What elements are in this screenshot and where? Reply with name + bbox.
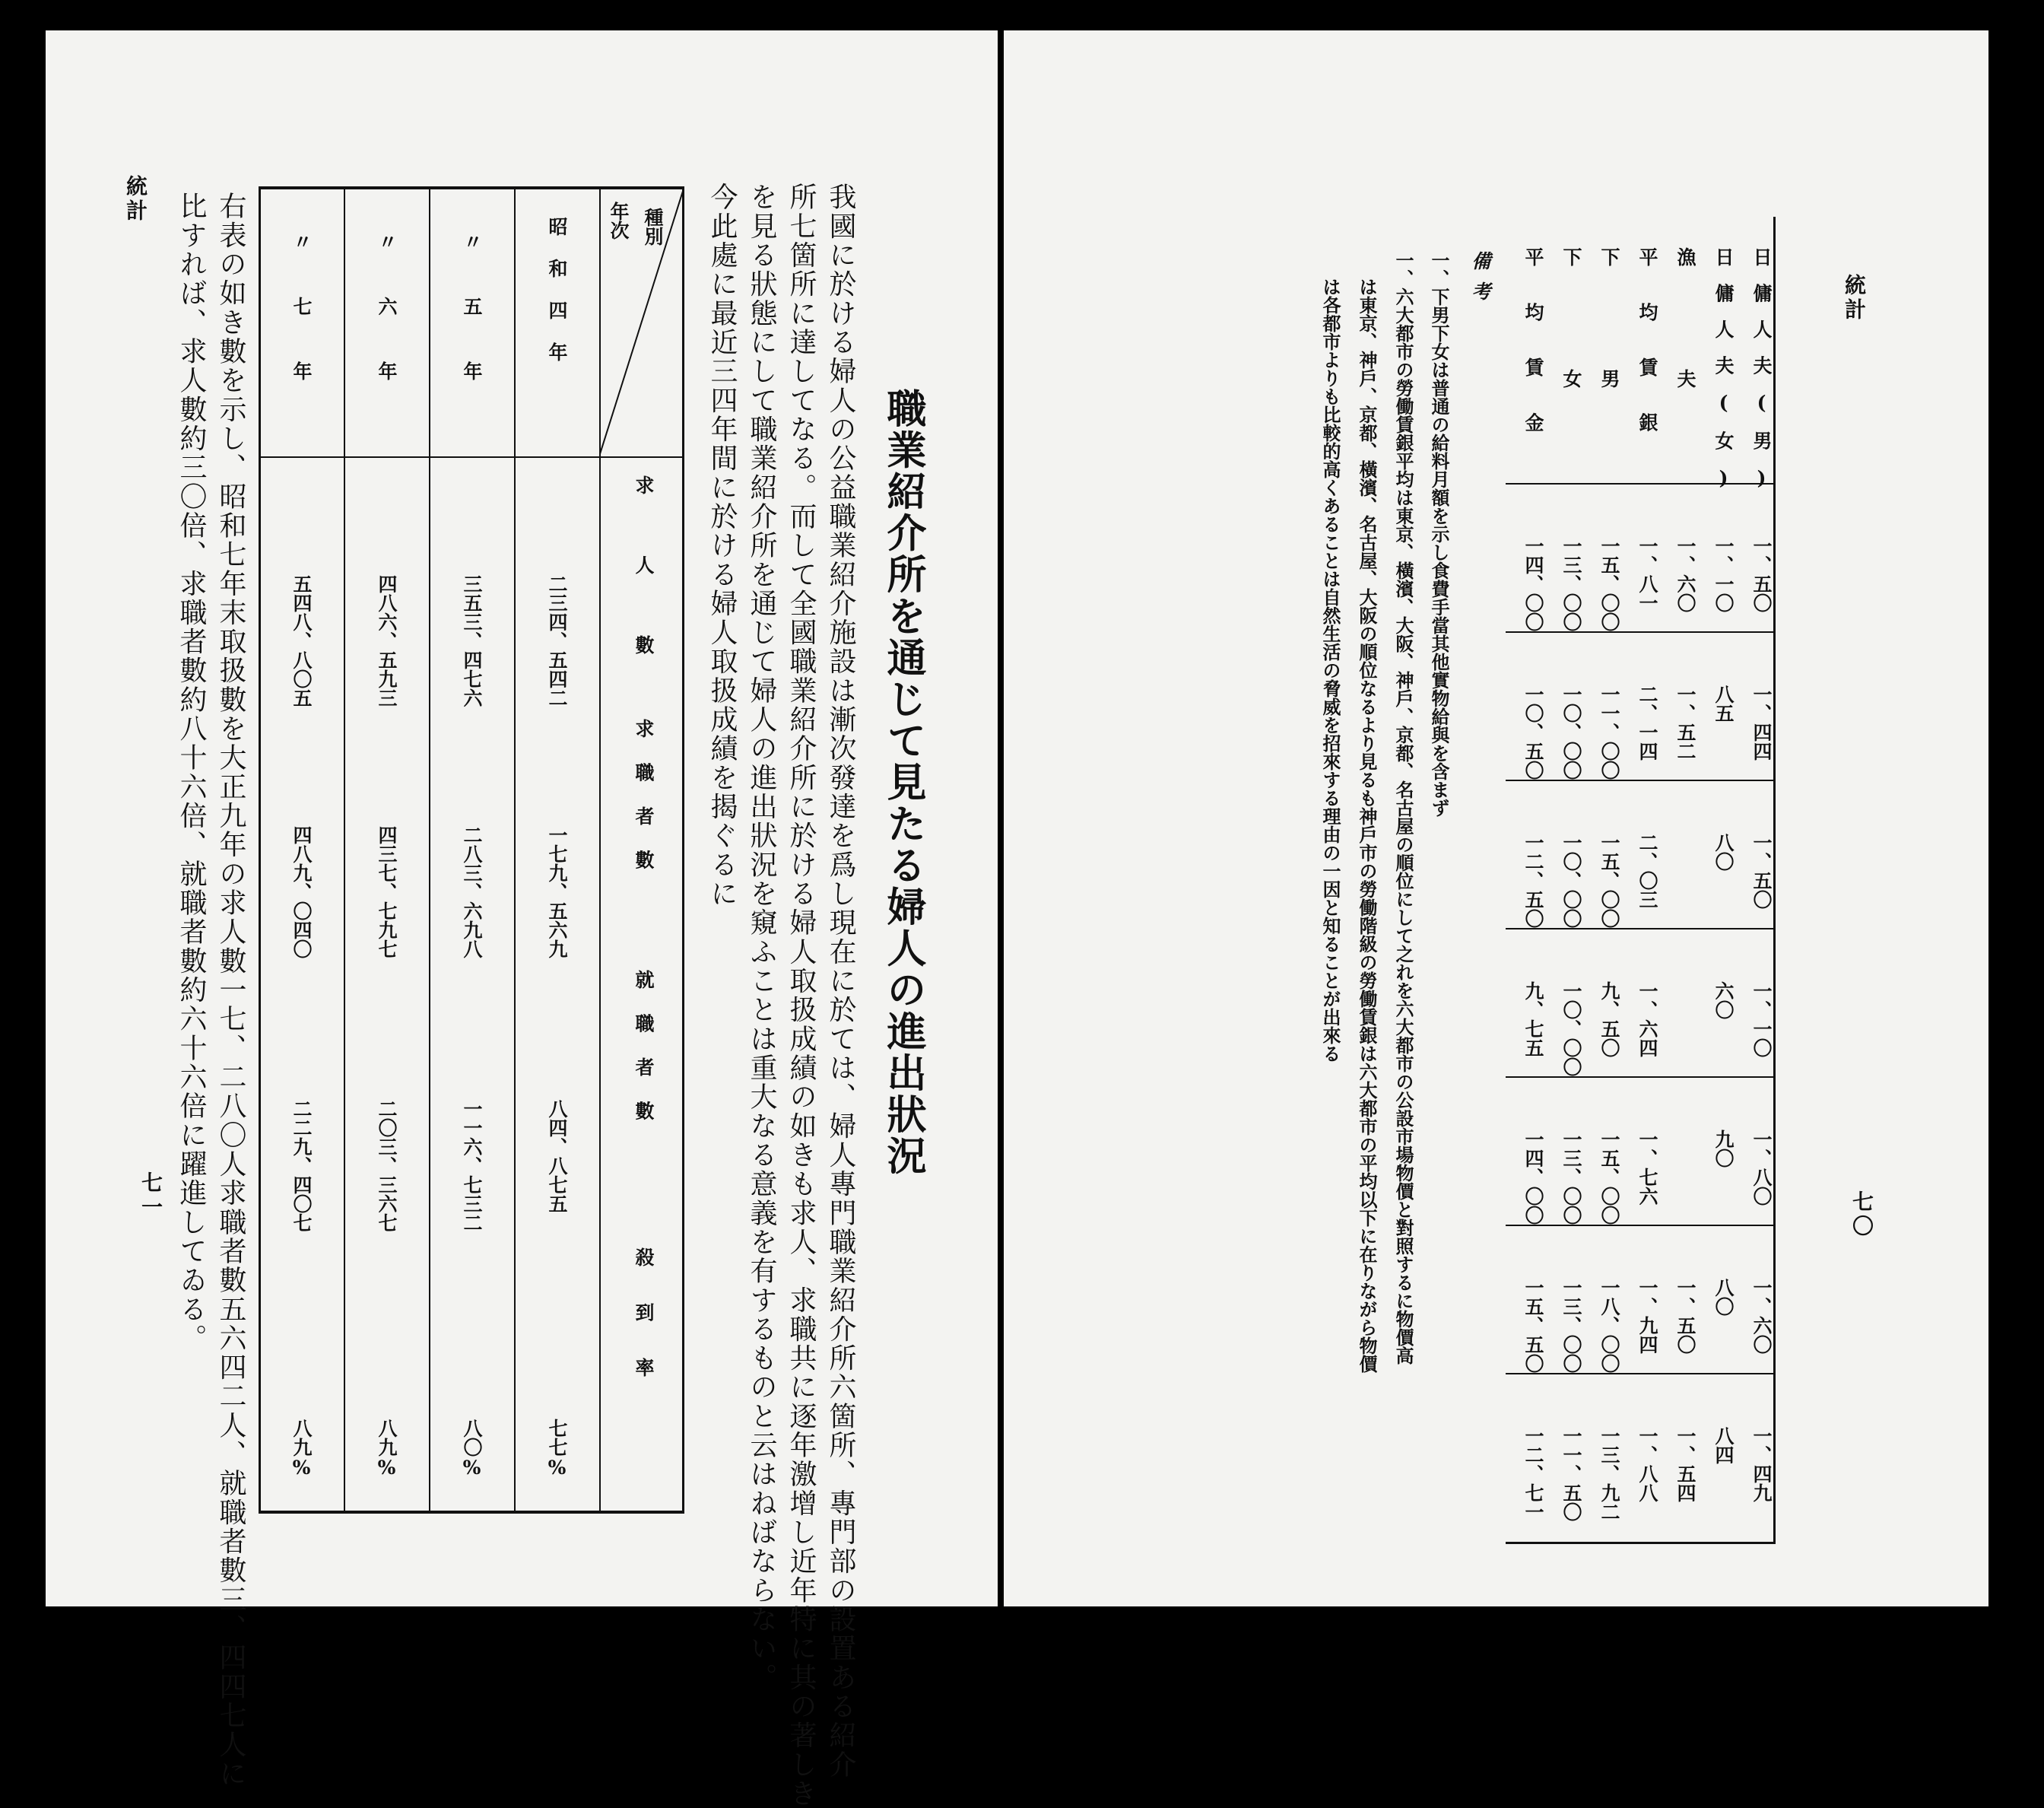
running-header: 統計 [123,175,148,224]
closing-line: 比すれば、求人數約三〇倍、求職者數約八十六倍、就職者數約六十六倍に躍進してゐる。 [176,192,207,1353]
table-cell: 一八、〇〇 [1598,1278,1620,1373]
table-cell: 二二九、四〇七 [290,1099,313,1232]
table-cell: 二三四、五四二 [546,574,568,707]
table-cell: 一、四四 [1750,685,1773,761]
notes-heading: 備考 [1469,251,1491,312]
table-cell: 一、六〇 [1674,536,1696,612]
table-cell: 一、八〇 [1750,1130,1773,1206]
row-label: 下男 [1598,247,1620,491]
table-cell: 一〇、〇〇 [1560,833,1582,928]
table-cell: 二八三、六九八 [461,825,483,958]
table-cell: 一、七六 [1636,1130,1658,1206]
table-cell: 八四 [1712,1426,1735,1464]
table-cell: 八四、八七五 [546,1099,568,1213]
paragraph-line: 今此處に最近三四年間に於ける婦人取扱成績を揭ぐるに [706,183,738,908]
table-cell: 七七% [546,1419,568,1479]
row-label: 平均賃銀 [1636,247,1658,468]
table-cell: 一、五〇 [1674,1278,1696,1354]
corner-label-year: 年次 [608,202,630,240]
table-cell: 九、五〇 [1598,981,1620,1057]
row-year: 昭和四年 [546,217,568,384]
table-cell: 一、五二 [1674,685,1696,761]
header-rush-rate: 殺到率 [633,1247,655,1413]
table-cell: 一五、〇〇 [1598,1130,1620,1225]
row-year: 〃六年 [376,232,398,426]
table-cell: 二〇三、三六七 [376,1099,398,1232]
table-cell: 四八六、五九三 [376,574,398,707]
table-cell: 一三、〇〇 [1560,1130,1582,1225]
page-number: 七〇 [1849,1190,1874,1239]
paragraph-line: 我國に於ける婦人の公益職業紹介施設は漸次發達を爲し現在に於ては、婦人專門職業紹介所六箇所、專門部の設置ある紹介 [825,183,856,1779]
table-cell: 一三、〇〇 [1560,1278,1582,1373]
row-label: 日傭人夫(女) [1712,247,1735,507]
table-cell: 一、九四 [1636,1278,1658,1354]
table-cell: 一、八八 [1636,1426,1658,1502]
table-cell: 二、一四 [1636,685,1658,761]
left-page [46,30,998,1808]
right-page [1004,30,1988,1606]
running-header: 統計 [1842,274,1867,323]
table-cell: 一二、七一 [1522,1426,1544,1521]
placement-stats-table [259,186,684,1514]
table-cell: 一〇、〇〇 [1560,981,1582,1076]
table-cell: 二、〇三 [1636,833,1658,909]
row-label: 下女 [1560,247,1582,491]
table-cell: 一五、五〇 [1522,1278,1544,1373]
table-cell: 八〇 [1712,1278,1735,1316]
wage-table [1506,217,1776,1544]
row-label: 日傭人夫(男) [1750,247,1773,507]
table-cell: 八〇% [461,1419,483,1479]
table-cell: 八〇 [1712,833,1735,871]
table-cell: 一一六、七三二 [461,1099,483,1232]
row-year: 〃七年 [290,232,313,426]
table-cell: 八九% [376,1419,398,1479]
table-cell: 三五三、四七六 [461,574,483,707]
table-cell: 一三、〇〇 [1560,536,1582,631]
table-cell: 一、一〇 [1712,536,1735,612]
table-cell: 一一、〇〇 [1598,685,1620,780]
table-cell: 九、七五 [1522,981,1544,1057]
note-line: は各都市よりも比較的高くあることは自然生活の脅威を招來する理由の一因と知ることが出來る [1319,278,1341,1063]
table-cell: 八九% [290,1419,313,1479]
table-cell: 一〇、五〇 [1522,685,1544,780]
table-cell: 四三七、七九七 [376,825,398,958]
table-cell: 九〇 [1712,1130,1735,1168]
table-cell: 一一、五〇 [1560,1426,1582,1521]
table-cell: 一、六四 [1636,981,1658,1057]
table-cell: 一、四九 [1750,1426,1773,1502]
paragraph-line: を見る狀態にして職業紹介所を通じて婦人の進出狀況を窺ふことは重大なる意義を有するものと云はねばならない。 [746,183,777,1692]
header-employed: 就職者數 [633,970,655,1145]
table-cell: 四八九、〇四〇 [290,825,313,958]
note-line: は東京、神戶、京都、橫濱、名古屋、大阪の順位なるより見るも神戶市の勞働階級の勞働賃銀は六大都市の平均以下に在りながら物價 [1356,278,1378,1373]
closing-line: 右表の如き數を示し、昭和七年末取扱數を大正九年の求人數一七、二八〇人求職者數五六四二人、就職者數三、四四七人に [215,192,246,1788]
article-title: 職業紹介所を通じて見たる婦人の進出狀況 [880,388,926,1177]
table-cell: 一三、九二 [1598,1426,1620,1521]
table-cell: 一四、〇〇 [1522,1130,1544,1225]
row-year: 〃五年 [461,232,483,426]
table-cell: 一、五〇 [1750,833,1773,909]
note-line: 一、六大都市の勞働賃銀平均は東京、橫濱、大阪、神戶、京都、名古屋の順位にして之れを六大都市の公設市場物價と對照するに物價高 [1392,251,1414,1365]
header-job-seekers: 求職者數 [633,719,655,894]
page-number: 七一 [138,1171,163,1220]
table-cell: 八五 [1712,685,1735,723]
table-cell: 一二、五〇 [1522,833,1544,928]
table-cell: 一四、〇〇 [1522,536,1544,631]
table-cell: 一五、〇〇 [1598,833,1620,928]
table-cell: 一〇、〇〇 [1560,685,1582,780]
note-line: 一、下男下女は普通の給料月額を示し食費手當其他實物給與を含まず [1428,251,1450,817]
paragraph-line: 所七箇所に達してなる。而して全國職業紹介所に於ける婦人取扱成績の如きも求人、求職共に逐年激增し近年特に其の著しき [786,183,817,1808]
table-cell: 一、一〇 [1750,981,1773,1057]
table-cell: 一、八一 [1636,536,1658,612]
table-cell: 一五、〇〇 [1598,536,1620,631]
table-cell: 六〇 [1712,981,1735,1019]
table-cell: 一、五〇 [1750,536,1773,612]
table-cell: 一、五四 [1674,1426,1696,1502]
table-cell: 一七九、五六九 [546,825,568,958]
header-job-offers: 求人數 [633,475,655,715]
table-cell: 一、六〇 [1750,1278,1773,1354]
row-label: 漁夫 [1674,247,1696,491]
row-label: 平均賃金 [1522,247,1544,468]
corner-label-kind: 種別 [642,208,664,246]
table-cell: 五四八、八〇五 [290,574,313,707]
